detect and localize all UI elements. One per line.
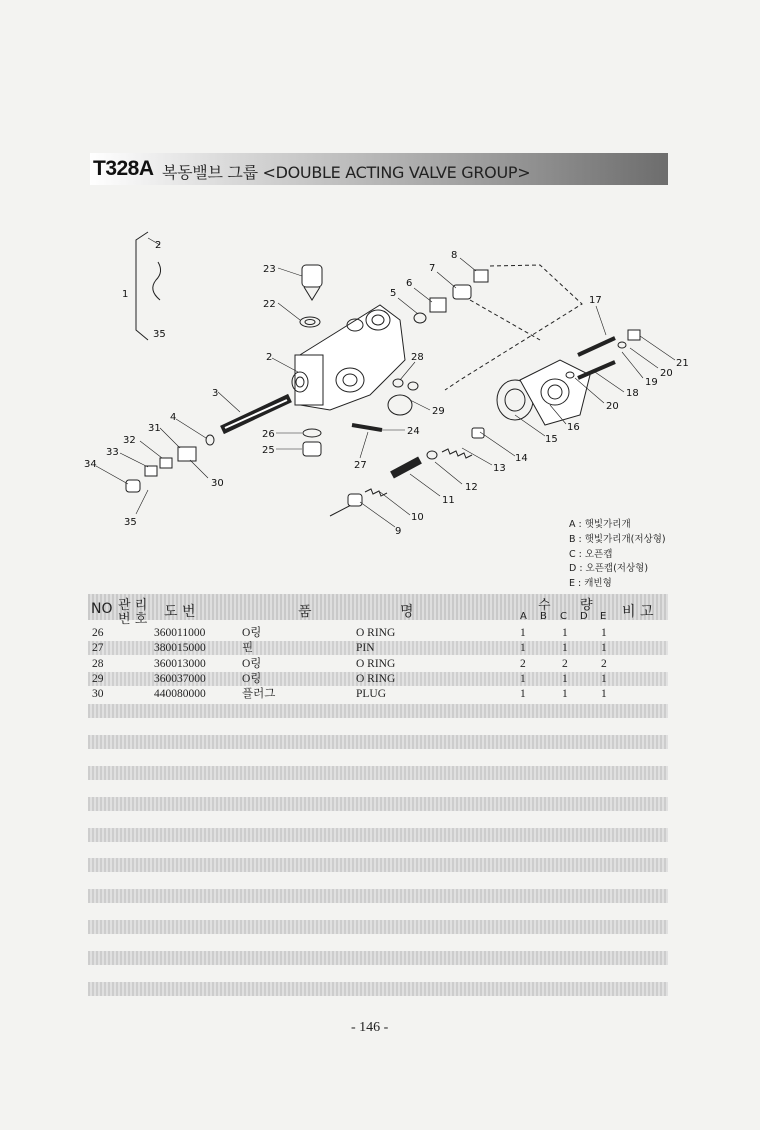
header-qty-d: D (580, 611, 588, 622)
callout-label: 14 (515, 453, 528, 464)
row-qty-a: 1 (520, 688, 526, 700)
header-qty-b: B (540, 611, 547, 622)
row-qty-c: 2 (562, 658, 568, 670)
empty-row (88, 766, 668, 780)
empty-row (88, 982, 668, 996)
page-title: 복동밸브 그룹 <DOUBLE ACTING VALVE GROUP> (162, 163, 531, 182)
header-mgmt-bottom: 번 호 (118, 612, 148, 627)
callout-label: 27 (354, 460, 367, 471)
callout-label: 28 (411, 352, 424, 363)
row-qty-e: 1 (601, 688, 607, 700)
callout-label: 15 (545, 434, 558, 445)
row-qty-e: 2 (601, 658, 607, 670)
row-no: 29 (92, 673, 104, 685)
row-qty-a: 1 (520, 642, 526, 654)
callout-label: 29 (432, 406, 445, 417)
table-row (88, 641, 668, 655)
callout-label: 3 (212, 388, 219, 399)
callout-label: 19 (645, 377, 658, 388)
callout-label: 17 (589, 295, 602, 306)
row-part-number: 360037000 (154, 673, 206, 685)
header-qty-e: E (600, 611, 607, 622)
row-qty-a: 2 (520, 658, 526, 670)
callout-label: 13 (493, 463, 506, 474)
empty-row (88, 704, 668, 718)
table-row (88, 657, 668, 671)
row-qty-a: 1 (520, 673, 526, 685)
callout-label: 21 (676, 358, 689, 369)
callout-label: 2 (155, 240, 162, 251)
header-mgmt-top: 관 리 (118, 598, 148, 613)
callout-label: 23 (263, 264, 276, 275)
row-name-kr: O링 (242, 658, 262, 670)
page-number: - 146 - (351, 1020, 389, 1035)
legend-item: B : 햇빛가리개(저상형) (569, 533, 666, 545)
row-no: 30 (92, 688, 104, 700)
empty-row (88, 858, 668, 872)
callout-label: 33 (106, 447, 119, 458)
row-name-en: O RING (356, 673, 396, 685)
header-qty-1: 수 (538, 598, 551, 613)
row-no: 28 (92, 658, 104, 670)
row-name-en: O RING (356, 658, 396, 670)
header-qty-2: 량 (580, 598, 593, 613)
header-qty-c: C (560, 611, 567, 622)
header-remarks: 비 고 (622, 604, 654, 620)
callout-label: 20 (606, 401, 619, 412)
empty-row (88, 735, 668, 749)
row-name-kr: 핀 (242, 642, 254, 654)
callout-label: 2 (266, 352, 273, 363)
row-qty-a: 1 (520, 627, 526, 639)
header-drawing-no: 도 번 (164, 604, 196, 620)
callout-label: 8 (451, 250, 458, 261)
header-qty-a: A (520, 611, 527, 622)
table-row (88, 626, 668, 640)
empty-row (88, 828, 668, 842)
legend-item: A : 햇빛가리개 (569, 519, 631, 530)
row-part-number: 360013000 (154, 658, 206, 670)
callout-label: 5 (390, 288, 397, 299)
callout-label: 4 (170, 412, 177, 423)
empty-row (88, 951, 668, 965)
callout-label: 7 (429, 263, 436, 274)
variant-legend (569, 518, 666, 592)
callout-label: 1 (122, 289, 129, 300)
table-row (88, 687, 668, 701)
row-qty-c: 1 (562, 627, 568, 639)
callout-label: 34 (84, 459, 97, 470)
row-name-kr: 플러그 (242, 688, 276, 700)
row-part-number: 360011000 (154, 627, 206, 639)
model-code: T328A (93, 157, 154, 180)
legend-item: D : 오픈캡(저상형) (569, 563, 649, 575)
row-qty-e: 1 (601, 642, 607, 654)
row-qty-c: 1 (562, 673, 568, 685)
callout-label: 9 (395, 526, 402, 537)
row-qty-c: 1 (562, 642, 568, 654)
callout-label: 31 (148, 423, 161, 434)
callout-label: 26 (262, 429, 275, 440)
callout-label: 32 (123, 435, 136, 446)
row-name-kr: O링 (242, 673, 262, 685)
header-name-2: 명 (400, 604, 414, 620)
row-name-kr: O링 (242, 627, 262, 639)
callout-label: 6 (406, 278, 413, 289)
empty-row (88, 797, 668, 811)
callout-label: 22 (263, 299, 276, 310)
row-part-number: 380015000 (154, 642, 206, 654)
callout-label: 25 (262, 445, 275, 456)
callout-label: 10 (411, 512, 424, 523)
callout-label: 11 (442, 495, 455, 506)
empty-row (88, 889, 668, 903)
row-qty-c: 1 (562, 688, 568, 700)
row-qty-e: 1 (601, 627, 607, 639)
callout-label: 35 (124, 517, 137, 528)
callout-label: 24 (407, 426, 420, 437)
row-name-en: PLUG (356, 688, 387, 700)
callout-label: 16 (567, 422, 580, 433)
header-name-1: 품 (298, 604, 312, 620)
callout-label: 30 (211, 478, 224, 489)
row-qty-e: 1 (601, 673, 607, 685)
callout-label: 12 (465, 482, 478, 493)
callout-label: 35 (153, 329, 166, 340)
empty-row (88, 920, 668, 934)
callout-label: 18 (626, 388, 639, 399)
row-part-number: 440080000 (154, 688, 206, 700)
row-no: 26 (92, 627, 104, 639)
header-no: NO (91, 601, 113, 617)
callout-label: 20 (660, 368, 673, 379)
table-row (88, 672, 668, 686)
row-no: 27 (92, 642, 104, 654)
row-name-en: PIN (356, 642, 375, 654)
legend-item: C : 오픈캡 (569, 548, 613, 560)
legend-item: E : 캐빈형 (569, 578, 612, 590)
row-name-en: O RING (356, 627, 396, 639)
